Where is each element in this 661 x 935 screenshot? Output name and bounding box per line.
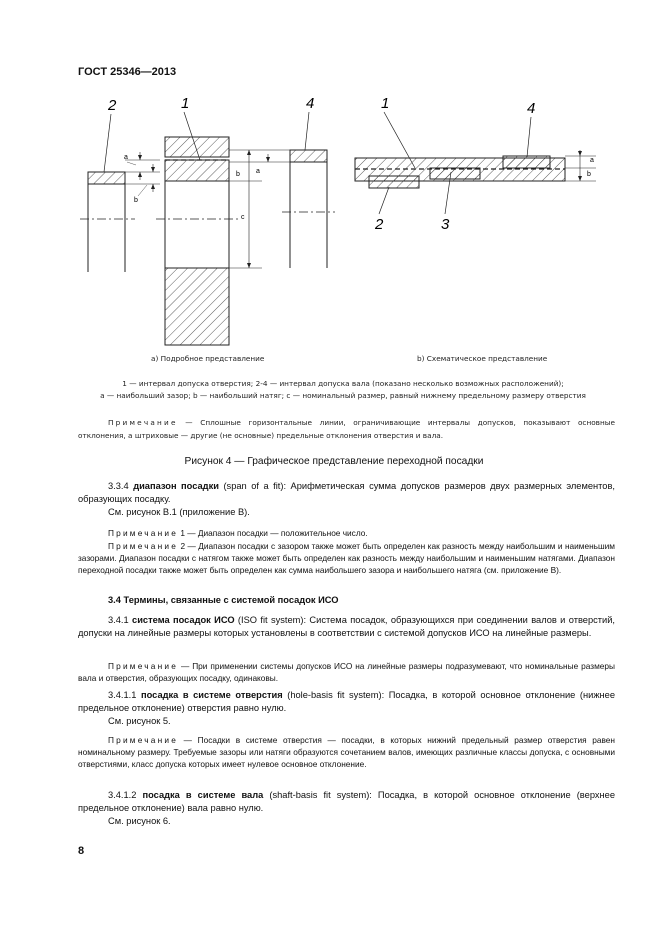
dim-c-left: c <box>241 214 245 221</box>
label-2-right: 2 <box>375 216 384 233</box>
caption-b: b) Схематическое представление <box>417 354 548 363</box>
schematic-zones <box>355 156 565 188</box>
label-4-left: 4 <box>306 95 315 112</box>
figure-4-drawing <box>0 80 661 370</box>
dim-a-right: a <box>590 157 594 164</box>
see-b1: См. рисунок В.1 (приложение В). <box>108 507 250 517</box>
dim-b-left: b <box>134 197 138 204</box>
shaft-4-left <box>282 150 335 268</box>
see-fig-5: См. рисунок 5. <box>108 716 171 726</box>
section-3-4-1: 3.4.1 система посадок ИСО (ISO fit system): Система посадок, образующихся при соединении валов и отверстий, допуски на линейные размеры которых установлены в соответствии с системой допусков ИСО на линейные размеры. <box>78 615 615 638</box>
note-label: Примечание <box>108 418 178 427</box>
term-shaft-basis: посадка в системе вала <box>142 790 264 800</box>
section-3-3-4: 3.3.4 диапазон посадки (span of a fit): Арифметическая сумма допусков размеров двух размерных элементов, образующих посадку. <box>78 481 615 504</box>
term-iso-fit-system: система посадок ИСО <box>132 615 235 625</box>
note-1: Примечание 1 — Диапазон посадки — положительное число. <box>108 528 368 538</box>
note-2: Примечание 2 — Диапазон посадки с зазором также может быть определен как разность между наибольшим и наименьшим зазорами. Диапазон посадки с натягом также может быть определен как разность между наибольшим и наименьшим натягами. Диапазон переходной посадки также может быть определен как сумма наибольшего зазора и наибольшего натяга (см. приложение В). <box>78 541 615 575</box>
figure-note <box>78 416 615 442</box>
legend-line-1: 1 — интервал допуска отверстия; 2-4 — интервал допуска вала (показано несколько возможных расположений); <box>122 379 564 388</box>
page-number: 8 <box>78 845 85 857</box>
note-4: Примечание — Посадки в системе отверстия — посадки, в которых нижний предельный размер отверстия равен номинальному размеру. Требуемые зазоры или натяги образуются сочетанием валов, имеющих различные классы допуска, с основными отверстиями, класс допуска которых имеет нулевое основное отклонение. <box>78 735 615 769</box>
caption-a: а) Подробное представление <box>151 354 265 363</box>
note-3: Примечание — При применении системы допусков ИСО на линейные размеры подразумевают, что номинальные размеры вала и отверстия, образующих посадку, одинаковы. <box>78 661 615 683</box>
dim-b-left2: b <box>236 171 240 178</box>
label-1-left: 1 <box>181 95 190 112</box>
section-3-4-1-1: 3.4.1.1 посадка в системе отверстия (hole-basis fit system): Посадка, в которой основное отклонение (нижнее предельное отклонение) отверстия равно нулю. <box>78 690 616 713</box>
label-2-left: 2 <box>108 97 117 114</box>
dim-a-left: a <box>124 154 128 161</box>
shaft-2-left <box>80 172 135 272</box>
dim-b-right: b <box>587 171 591 178</box>
hole-1-left <box>156 137 240 345</box>
note-text: — Сплошные горизонтальные линии, ограничивающие интервалы допусков, показывают основные отклонения, а штриховые — другие (не основные) предельные отклонения отверстия и вала. <box>78 418 615 440</box>
term-span-of-fit: диапазон посадки <box>133 481 219 491</box>
section-3-4-1-2: 3.4.1.2 посадка в системе вала (shaft-basis fit system): Посадка, в которой основное отклонение (верхнее предельное отклонение) вала равно нулю. <box>78 790 616 813</box>
document-header: ГОСТ 25346—2013 <box>78 66 177 78</box>
dim-a-left2: a <box>256 168 260 175</box>
term-hole-basis: посадка в системе отверстия <box>140 690 283 700</box>
legend-line-2: а — наибольший зазор; b — наибольший натяг; с — номинальный размер, равный нижнему предельному размеру отверстия <box>100 391 586 400</box>
label-1-right: 1 <box>381 95 390 112</box>
figure-legend <box>78 378 608 402</box>
figure-title: Рисунок 4 — Графическое представление переходной посадки <box>184 456 484 467</box>
section-3-4-heading: 3.4 Термины, связанные с системой посадок ИСО <box>108 595 339 605</box>
label-3-right: 3 <box>441 216 450 233</box>
label-4-right: 4 <box>527 100 536 117</box>
see-fig-6: См. рисунок 6. <box>108 816 171 826</box>
